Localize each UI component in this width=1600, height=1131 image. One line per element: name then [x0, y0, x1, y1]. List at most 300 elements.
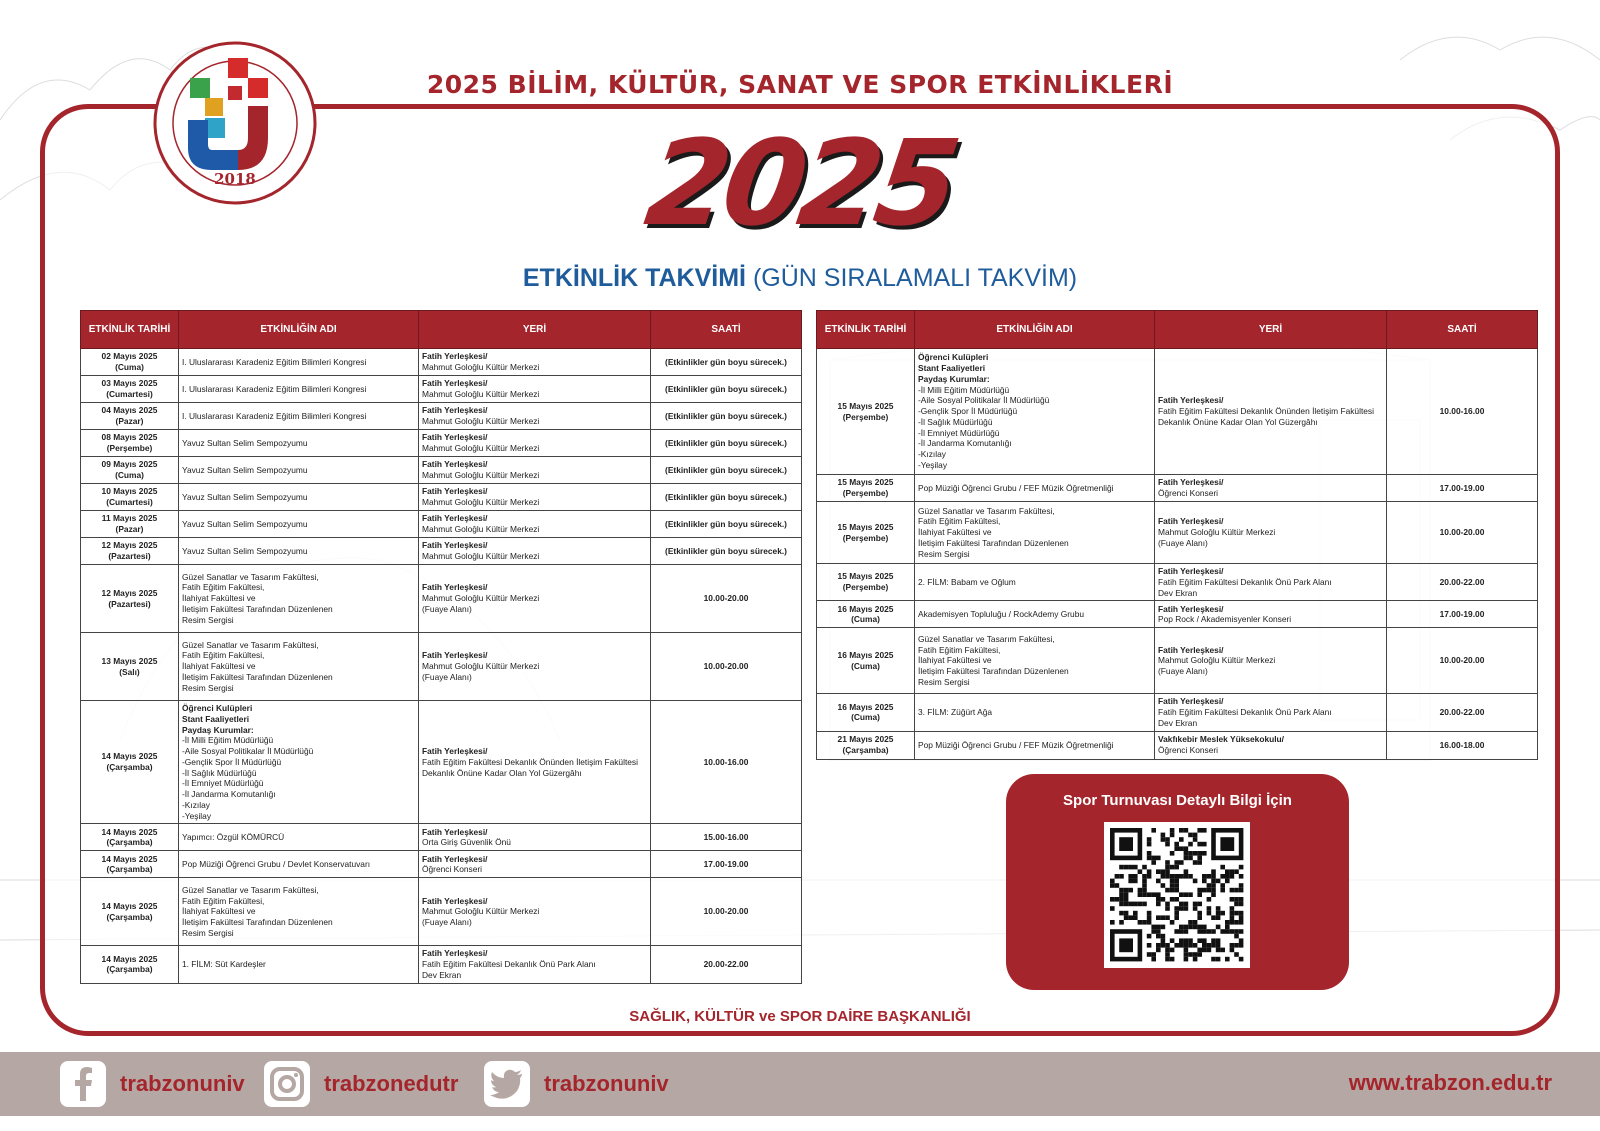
cell-line: Fatih Yerleşkesi/ [422, 513, 488, 524]
col-name: ETKİNLİĞİN ADI [179, 311, 419, 349]
facebook-link[interactable] [60, 1060, 245, 1108]
cell-line: Fatih Yerleşkesi/ [422, 582, 488, 593]
cell-line: -Aile Sosyal Politikalar İl Müdürlüğü [182, 746, 314, 756]
cell-line: Pop Müziği Öğrenci Grubu / Devlet Konservatuvarı [182, 858, 371, 869]
schedule-table-right [816, 310, 1538, 760]
cell-line: İletişim Fakültesi Tarafından Düzenlenen [182, 603, 333, 614]
event-place [419, 701, 651, 824]
event-time: 10.00-20.00 [651, 878, 802, 946]
cell-line: Pop Rock / Akademisyenler Konseri [1158, 614, 1292, 625]
table-row [81, 511, 802, 538]
cell-line: (Cuma) [851, 660, 880, 671]
event-place [1155, 475, 1387, 502]
instagram-link[interactable] [264, 1060, 458, 1108]
event-time: 10.00-20.00 [1387, 628, 1538, 694]
event-name [179, 633, 419, 701]
event-time: (Etkinlikler gün boyu sürecek.) [651, 538, 802, 565]
event-date [817, 475, 915, 502]
cell-line: Resim Sergisi [182, 682, 234, 693]
event-name [915, 564, 1155, 601]
event-time: 16.00-18.00 [1387, 731, 1538, 759]
cell-line: 14 Mayıs 2025 [101, 751, 158, 762]
cell-line: Fatih Eğitim Fakültesi, [918, 644, 1001, 655]
cell-line: Fatih Yerleşkesi/ [1158, 516, 1224, 527]
cell-line: İletişim Fakültesi Tarafından Düzenlenen [182, 671, 333, 682]
event-name [179, 565, 419, 633]
subtitle-bold: ETKİNLİK TAKVİMİ [522, 264, 747, 292]
cell-line: Pop Müziği Öğrenci Grubu / FEF Müzik Öğretmenliği [918, 482, 1114, 493]
cell-line: Dev Ekran [422, 969, 462, 980]
cell-line: 08 Mayıs 2025 [101, 432, 158, 443]
event-date [817, 731, 915, 759]
cell-line: Öğrenci Kulüpleri [918, 352, 989, 363]
cell-line: İlahiyat Fakültesi ve [918, 655, 992, 666]
cell-line: Resim Sergisi [918, 548, 970, 559]
table-row [81, 565, 802, 633]
cell-line: (Perşembe) [842, 488, 889, 498]
cell-line: Stant Faaliyetleri [918, 363, 986, 374]
event-time: 10.00-20.00 [651, 633, 802, 701]
cell-line: -İl Milli Eğitim Müdürlüğü [182, 735, 274, 746]
table-row [81, 946, 802, 983]
cell-line: 1. FİLM: Süt Kardeşler [182, 959, 266, 969]
col-date: ETKİNLİK TARİHİ [817, 311, 915, 349]
event-time: (Etkinlikler gün boyu sürecek.) [651, 349, 802, 376]
cell-line: Mahmut Goloğlu Kültür Merkezi [422, 524, 540, 534]
cell-line: Pop Müziği Öğrenci Grubu / FEF Müzik Öğretmenliği [918, 739, 1114, 750]
cell-line: -Yeşilay [918, 459, 948, 470]
instagram-icon [264, 1061, 310, 1107]
cell-line: Fatih Yerleşkesi/ [1158, 566, 1224, 576]
event-place [419, 946, 651, 983]
event-name [915, 349, 1155, 475]
cell-line: 16 Mayıs 2025 [837, 603, 894, 614]
event-place [419, 878, 651, 946]
cell-line: -Kızılay [918, 449, 946, 460]
table-row [817, 628, 1538, 694]
table-row [81, 633, 802, 701]
qr-code[interactable] [1104, 822, 1250, 968]
event-time: 20.00-22.00 [651, 946, 802, 983]
table-row [81, 878, 802, 946]
cell-line: Mahmut Goloğlu Kültür Merkezi [422, 416, 540, 426]
cell-line: İlahiyat Fakültesi ve [182, 593, 256, 604]
cell-line: -İl Sağlık Müdürlüğü [918, 416, 993, 427]
col-time: SAATİ [1387, 311, 1538, 349]
cell-line: (Pazar) [115, 416, 144, 426]
cell-line: Fatih Yerleşkesi/ [422, 486, 488, 497]
event-place [419, 633, 651, 701]
cell-line: -Kızılay [182, 799, 210, 810]
cell-line: 2. FİLM: Babam ve Oğlum [918, 576, 1016, 587]
event-name [915, 731, 1155, 759]
cell-line: I. Uluslararası Karadeniz Eğitim Bilimleri Kongresi [182, 410, 367, 421]
cell-line: Dekanlık Önüne Kadar Olan Yol Güzergâhı [422, 767, 582, 778]
table-row [81, 701, 802, 824]
cell-line: Vakfıkebir Meslek Yüksekokulu/ [1158, 734, 1285, 745]
cell-line: (Pazar) [115, 524, 144, 534]
event-place [1155, 694, 1387, 731]
cell-line: -Aile Sosyal Politikalar İl Müdürlüğü [918, 395, 1050, 406]
cell-line: 13 Mayıs 2025 [101, 655, 158, 666]
cell-line: Fatih Eğitim Fakültesi, [182, 895, 265, 906]
qr-title: Spor Turnuvası Detaylı Bilgi İçin [1063, 792, 1292, 809]
cell-line: -İl Jandarma Komutanlığı [918, 438, 1012, 449]
event-date [81, 633, 179, 701]
cell-line: 15 Mayıs 2025 [837, 521, 894, 532]
cell-line: -Gençlik Spor İl Müdürlüğü [182, 756, 282, 767]
cell-line: (Perşembe) [842, 411, 889, 422]
footer-bar [0, 1052, 1600, 1116]
event-time: 20.00-22.00 [1387, 694, 1538, 731]
event-name [179, 430, 419, 457]
event-name [179, 824, 419, 851]
event-date [817, 349, 915, 475]
table-row [81, 376, 802, 403]
event-name [179, 946, 419, 983]
cell-line: Fatih Yerleşkesi/ [1158, 395, 1224, 406]
table-row [817, 601, 1538, 628]
event-name [179, 376, 419, 403]
cell-line: (Fuaye Alanı) [1158, 666, 1208, 677]
event-date [81, 565, 179, 633]
event-date [81, 457, 179, 484]
event-name [915, 628, 1155, 694]
event-place [419, 484, 651, 511]
event-time: 17.00-19.00 [1387, 475, 1538, 502]
table-row [81, 851, 802, 878]
event-name [915, 475, 1155, 502]
event-time: 10.00-16.00 [1387, 349, 1538, 475]
cell-line: -İl Sağlık Müdürlüğü [182, 767, 257, 778]
event-place [419, 824, 651, 851]
event-date [81, 484, 179, 511]
instagram-handle: trabzonedutr [324, 1071, 459, 1096]
twitter-handle: trabzonuniv [544, 1071, 669, 1096]
cell-line: (Çarşamba) [842, 745, 889, 755]
event-place [419, 851, 651, 878]
cell-line: (Cuma) [115, 362, 144, 372]
event-date [81, 878, 179, 946]
cell-line: Mahmut Goloğlu Kültür Merkezi [422, 443, 540, 453]
cell-line: Resim Sergisi [918, 676, 970, 687]
cell-line: (Cuma) [851, 712, 880, 723]
cell-line: Güzel Sanatlar ve Tasarım Fakültesi, [918, 633, 1055, 644]
event-date [81, 430, 179, 457]
event-time: 17.00-19.00 [651, 851, 802, 878]
cell-line: Fatih Eğitim Fakültesi Dekanlık Önü Park Alanı [1158, 576, 1332, 587]
cell-line: Fatih Yerleşkesi/ [422, 895, 488, 906]
cell-line: Mahmut Goloğlu Kültür Merkezi [1158, 527, 1276, 538]
event-time: 10.00-16.00 [651, 701, 802, 824]
event-place [1155, 731, 1387, 759]
cell-line: 11 Mayıs 2025 [101, 513, 158, 524]
year-heading: 2025 [638, 114, 963, 252]
table-row [817, 694, 1538, 731]
table-row [817, 731, 1538, 759]
cell-line: Fatih Eğitim Fakültesi, [182, 650, 265, 661]
cell-line: Yavuz Sultan Selim Sempozyumu [182, 491, 308, 502]
event-date [81, 701, 179, 824]
cell-line: Yavuz Sultan Selim Sempozyumu [182, 464, 308, 475]
cell-line: (Perşembe) [106, 443, 153, 453]
page-title: 2025 BİLİM, KÜLTÜR, SANAT VE SPOR ETKİNLİKLERİ [426, 70, 1174, 99]
cell-line: 12 Mayıs 2025 [101, 587, 158, 598]
facebook-handle: trabzonuniv [120, 1071, 245, 1096]
cell-line: Fatih Yerleşkesi/ [422, 405, 488, 416]
event-date [81, 946, 179, 983]
event-date [81, 538, 179, 565]
cell-line: 14 Mayıs 2025 [101, 826, 158, 837]
table-header-row [81, 311, 802, 349]
cell-line: (Cumartesi) [106, 389, 153, 399]
event-time: (Etkinlikler gün boyu sürecek.) [651, 484, 802, 511]
cell-line: Resim Sergisi [182, 927, 234, 938]
cell-line: 02 Mayıs 2025 [101, 351, 158, 362]
event-place [1155, 564, 1387, 601]
event-place [419, 349, 651, 376]
cell-line: Fatih Yerleşkesi/ [1158, 603, 1224, 614]
facebook-icon [60, 1061, 106, 1107]
cell-line: -İl Jandarma Komutanlığı [182, 789, 276, 799]
event-time: 20.00-22.00 [1387, 564, 1538, 601]
cell-line: 14 Mayıs 2025 [101, 853, 158, 864]
cell-line: Fatih Yerleşkesi/ [422, 853, 488, 864]
event-name [179, 511, 419, 538]
event-date [817, 601, 915, 628]
cell-line: 3. FİLM: Züğürt Ağa [918, 707, 993, 717]
cell-line: Akademisyen Topluluğu / RockAdemy Grubu [918, 608, 1085, 619]
cell-line: Fatih Yerleşkesi/ [422, 432, 488, 443]
cell-line: 09 Mayıs 2025 [101, 459, 158, 470]
subtitle-rest: (GÜN SIRALAMALI TAKVİM) [752, 264, 1078, 292]
cell-line: Dev Ekran [1158, 587, 1198, 598]
event-place [1155, 349, 1387, 475]
cell-line: 10 Mayıs 2025 [101, 486, 158, 497]
qr-info-box [1006, 774, 1349, 990]
cell-line: (Fuaye Alanı) [422, 917, 472, 928]
cell-line: Fatih Eğitim Fakültesi, [182, 582, 265, 593]
cell-line: -Yeşilay [182, 810, 212, 821]
cell-line: 12 Mayıs 2025 [101, 540, 158, 551]
cell-line: (Çarşamba) [106, 837, 153, 848]
event-date [81, 403, 179, 430]
event-name [179, 484, 419, 511]
event-name [915, 502, 1155, 564]
event-time: (Etkinlikler gün boyu sürecek.) [651, 457, 802, 484]
event-place [419, 538, 651, 565]
event-place [1155, 502, 1387, 564]
table-row [817, 349, 1538, 475]
event-place [419, 376, 651, 403]
event-place [419, 511, 651, 538]
cell-line: Fatih Yerleşkesi/ [422, 378, 488, 389]
event-time: 10.00-20.00 [651, 565, 802, 633]
cell-line: (Salı) [119, 666, 140, 677]
table-row [81, 457, 802, 484]
table-row [81, 484, 802, 511]
table-row [81, 538, 802, 565]
cell-line: Güzel Sanatlar ve Tasarım Fakültesi, [182, 571, 319, 582]
cell-line: 15 Mayıs 2025 [837, 400, 894, 411]
cell-line: Fatih Eğitim Fakültesi, [918, 516, 1001, 527]
cell-line: Dev Ekran [1158, 717, 1198, 728]
cell-line: Fatih Yerleşkesi/ [422, 650, 488, 661]
event-name [915, 694, 1155, 731]
cell-line: Resim Sergisi [182, 614, 234, 625]
cell-line: (Pazartesi) [108, 598, 151, 609]
cell-line: Mahmut Goloğlu Kültür Merkezi [1158, 655, 1276, 666]
event-place [1155, 601, 1387, 628]
event-name [179, 701, 419, 824]
cell-line: Güzel Sanatlar ve Tasarım Fakültesi, [918, 505, 1055, 516]
event-name [179, 878, 419, 946]
cell-line: Mahmut Goloğlu Kültür Merkezi [422, 551, 540, 561]
cell-line: Öğrenci Kulüpleri [182, 703, 253, 713]
cell-line: İletişim Fakültesi Tarafından Düzenlenen [918, 666, 1069, 677]
cell-line: (Çarşamba) [106, 911, 153, 922]
cell-line: 15 Mayıs 2025 [837, 571, 894, 582]
event-time: (Etkinlikler gün boyu sürecek.) [651, 403, 802, 430]
event-name [179, 403, 419, 430]
table-row [817, 475, 1538, 502]
cell-line: Mahmut Goloğlu Kültür Merkezi [422, 497, 540, 507]
event-date [817, 628, 915, 694]
cell-line: (Fuaye Alanı) [422, 603, 472, 614]
cell-line: (Cuma) [115, 470, 144, 480]
qr-code-image [1104, 822, 1250, 968]
cell-line: -İl Emniyet Müdürlüğü [918, 427, 1000, 438]
table-row [817, 564, 1538, 601]
event-time: 15.00-16.00 [651, 824, 802, 851]
cell-line: Öğrenci Konseri [1158, 745, 1219, 755]
col-name: ETKİNLİĞİN ADI [915, 311, 1155, 349]
event-name [179, 349, 419, 376]
event-date [817, 502, 915, 564]
cell-line: Güzel Sanatlar ve Tasarım Fakültesi, [182, 639, 319, 650]
cell-line: Yavuz Sultan Selim Sempozyumu [182, 437, 308, 448]
cell-line: (Çarşamba) [106, 864, 153, 875]
cell-line: 16 Mayıs 2025 [837, 701, 894, 712]
table-row [81, 403, 802, 430]
cell-line: Fatih Yerleşkesi/ [1158, 696, 1224, 707]
cell-line: İletişim Fakültesi Tarafından Düzenlenen [182, 917, 333, 928]
cell-line: I. Uluslararası Karadeniz Eğitim Bilimleri Kongresi [182, 383, 367, 394]
event-place [419, 403, 651, 430]
logo-year: 2018 [214, 170, 256, 188]
cell-line: Fatih Yerleşkesi/ [1158, 477, 1224, 488]
event-time: 10.00-20.00 [1387, 502, 1538, 564]
cell-line: Yavuz Sultan Selim Sempozyumu [182, 518, 308, 529]
schedule-table-left [80, 310, 802, 984]
cell-line: İlahiyat Fakültesi ve [182, 661, 256, 672]
cell-line: İlahiyat Fakültesi ve [182, 906, 256, 917]
department-name: SAĞLIK, KÜLTÜR ve SPOR DAİRE BAŞKANLIĞI [629, 1008, 971, 1025]
cell-line: Fatih Eğitim Fakültesi Dekanlık Önünden İletişim Fakültesi [422, 756, 638, 767]
event-name [179, 457, 419, 484]
website-link[interactable]: www.trabzon.edu.tr [1348, 1070, 1552, 1095]
cell-line: (Perşembe) [842, 582, 889, 593]
cell-line: Fatih Eğitim Fakültesi Dekanlık Önünden İletişim Fakültesi [1158, 406, 1374, 417]
cell-line: İletişim Fakültesi Tarafından Düzenlenen [918, 537, 1069, 548]
cell-line: Mahmut Goloğlu Kültür Merkezi [422, 661, 540, 672]
table-row [81, 824, 802, 851]
event-date [817, 694, 915, 731]
event-date [81, 376, 179, 403]
event-time: (Etkinlikler gün boyu sürecek.) [651, 511, 802, 538]
calendar-subtitle [380, 264, 1220, 293]
cell-line: Mahmut Goloğlu Kültür Merkezi [422, 906, 540, 917]
cell-line: Fatih Yerleşkesi/ [422, 746, 488, 756]
cell-line: 04 Mayıs 2025 [101, 405, 158, 416]
event-place [419, 430, 651, 457]
cell-line: Paydaş Kurumlar: [182, 724, 254, 735]
cell-line: Mahmut Goloğlu Kültür Merkezi [422, 389, 540, 399]
cell-line: Mahmut Goloğlu Kültür Merkezi [422, 362, 540, 372]
event-date [81, 511, 179, 538]
event-name [915, 601, 1155, 628]
table-header-row [817, 311, 1538, 349]
cell-line: Fatih Yerleşkesi/ [422, 540, 488, 551]
twitter-icon [484, 1061, 530, 1107]
cell-line: (Fuaye Alanı) [1158, 537, 1208, 548]
cell-line: (Cumartesi) [106, 497, 153, 507]
event-time: (Etkinlikler gün boyu sürecek.) [651, 430, 802, 457]
col-place: YERİ [1155, 311, 1387, 349]
table-row [817, 502, 1538, 564]
event-time: (Etkinlikler gün boyu sürecek.) [651, 376, 802, 403]
cell-line: Mahmut Goloğlu Kültür Merkezi [422, 470, 540, 480]
event-place [419, 565, 651, 633]
table-row [81, 349, 802, 376]
col-time: SAATİ [651, 311, 802, 349]
cell-line: (Fuaye Alanı) [422, 671, 472, 682]
cell-line: (Perşembe) [842, 532, 889, 543]
cell-line: (Pazartesi) [108, 551, 151, 561]
cell-line: Yapımcı: Özgül KÖMÜRCÜ [182, 831, 285, 842]
cell-line: I. Uluslararası Karadeniz Eğitim Bilimleri Kongresi [182, 356, 367, 367]
cell-line: Stant Faaliyetleri [182, 713, 250, 724]
cell-line: Yavuz Sultan Selim Sempozyumu [182, 545, 308, 556]
table-row [81, 430, 802, 457]
cell-line: Güzel Sanatlar ve Tasarım Fakültesi, [182, 884, 319, 895]
cell-line: -Gençlik Spor İl Müdürlüğü [918, 406, 1018, 417]
event-name [179, 851, 419, 878]
cell-line: Öğrenci Konseri [1158, 488, 1219, 498]
event-place [419, 457, 651, 484]
event-name [179, 538, 419, 565]
cell-line: (Çarşamba) [106, 762, 153, 773]
col-place: YERİ [419, 311, 651, 349]
col-date: ETKİNLİK TARİHİ [81, 311, 179, 349]
cell-line: (Cuma) [851, 614, 880, 625]
cell-line: Fatih Yerleşkesi/ [422, 351, 488, 362]
cell-line: Fatih Yerleşkesi/ [422, 826, 488, 837]
event-date [817, 564, 915, 601]
twitter-link[interactable] [484, 1060, 669, 1108]
cell-line: Mahmut Goloğlu Kültür Merkezi [422, 593, 540, 604]
cell-line: Fatih Yerleşkesi/ [422, 459, 488, 470]
cell-line: 15 Mayıs 2025 [837, 477, 894, 488]
event-place [1155, 628, 1387, 694]
cell-line: (Çarşamba) [106, 964, 153, 975]
event-date [81, 851, 179, 878]
cell-line: 21 Mayıs 2025 [837, 734, 894, 745]
cell-line: 14 Mayıs 2025 [101, 953, 158, 964]
cell-line: 16 Mayıs 2025 [837, 650, 894, 660]
cell-line: -İl Milli Eğitim Müdürlüğü [918, 384, 1010, 395]
cell-line: Paydaş Kurumlar: [918, 373, 990, 384]
